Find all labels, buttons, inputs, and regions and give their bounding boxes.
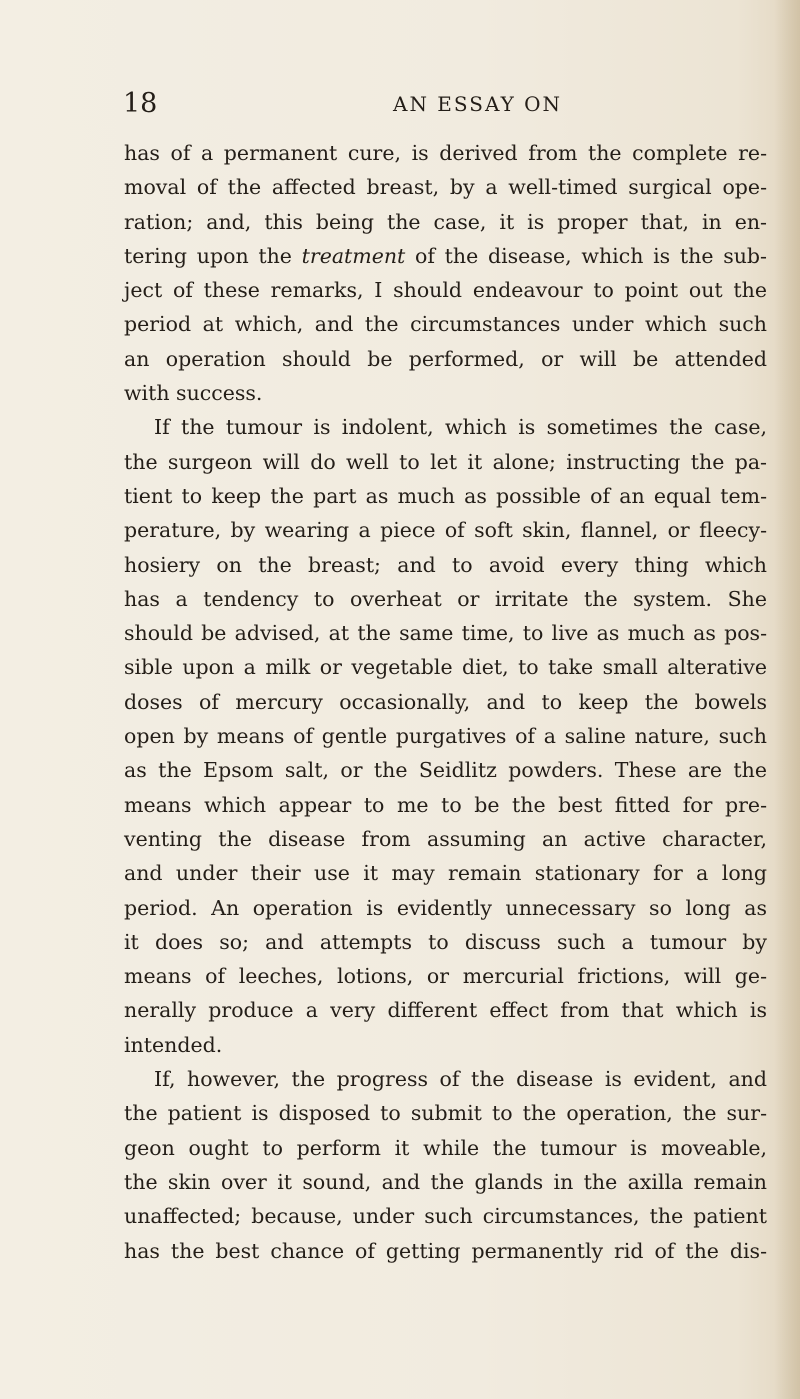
running-head bbox=[123, 88, 663, 118]
text-line: an operation should be performed, or will be attended bbox=[124, 346, 767, 371]
text-line: the surgeon will do well to let it alone; instructing the pa- bbox=[124, 449, 767, 474]
page-edge-shadow bbox=[774, 0, 800, 1399]
running-head-title: AN ESSAY ON bbox=[393, 92, 563, 116]
italic-term: treatment bbox=[301, 243, 406, 268]
text-line: venting the disease from assuming an active character, bbox=[124, 826, 767, 851]
text-line-segment: tering upon the bbox=[124, 243, 302, 268]
text-line: ject of these remarks, I should endeavour to point out the bbox=[124, 278, 767, 303]
text-line bbox=[124, 239, 767, 273]
page-number: 18 bbox=[123, 88, 158, 119]
text-line: perature, by wearing a piece of soft skin, flannel, or fleecy- bbox=[124, 518, 767, 543]
text-line: ration; and, this being the case, it is proper that, in en- bbox=[124, 209, 767, 234]
text-line: has a tendency to overheat or irritate the system. She bbox=[124, 586, 767, 611]
text-line: doses of mercury occasionally, and to keep the bowels bbox=[124, 689, 767, 714]
text-line: intended. bbox=[124, 1032, 223, 1057]
text-line: and under their use it may remain stationary for a long bbox=[124, 861, 767, 886]
text-line: should be advised, at the same time, to live as much as pos- bbox=[124, 621, 767, 646]
text-line: If, however, the progress of the disease is evident, and bbox=[154, 1067, 767, 1092]
text-line: the skin over it sound, and the glands in the axilla remain bbox=[124, 1169, 767, 1194]
text-line: unaffected; because, under such circumstances, the patient bbox=[124, 1204, 767, 1229]
text-line: hosiery on the breast; and to avoid every thing which bbox=[124, 552, 767, 577]
text-line: sible upon a milk or vegetable diet, to take small alterative bbox=[124, 655, 767, 680]
text-line: period at which, and the circumstances under which such bbox=[124, 312, 767, 337]
text-line: geon ought to perform it while the tumour is moveable, bbox=[124, 1135, 767, 1160]
text-line: tient to keep the part as much as possible of an equal tem- bbox=[124, 483, 767, 508]
text-line-segment: of the disease, which is the sub- bbox=[405, 243, 767, 268]
body-text bbox=[124, 136, 767, 1268]
text-line: has of a permanent cure, is derived from the complete re- bbox=[124, 141, 767, 165]
text-line: moval of the affected breast, by a well-timed surgical ope- bbox=[124, 175, 767, 200]
text-line: If the tumour is indolent, which is sometimes the case, bbox=[154, 415, 767, 440]
text-line: means of leeches, lotions, or mercurial frictions, will ge- bbox=[124, 964, 767, 989]
text-line: the patient is disposed to submit to the operation, the sur- bbox=[124, 1101, 767, 1126]
text-line: as the Epsom salt, or the Seidlitz powders. These are the bbox=[124, 758, 767, 783]
text-line: has the best chance of getting permanently rid of the dis- bbox=[124, 1238, 767, 1263]
text-line: means which appear to me to be the best fitted for pre- bbox=[124, 792, 767, 817]
text-line: period. An operation is evidently unnecessary so long as bbox=[124, 895, 767, 920]
text-line: open by means of gentle purgatives of a saline nature, such bbox=[124, 724, 767, 749]
text-line: it does so; and attempts to discuss such a tumour by bbox=[124, 929, 767, 954]
text-line: with success. bbox=[124, 381, 263, 406]
text-line: nerally produce a very different effect from that which is bbox=[124, 998, 767, 1023]
